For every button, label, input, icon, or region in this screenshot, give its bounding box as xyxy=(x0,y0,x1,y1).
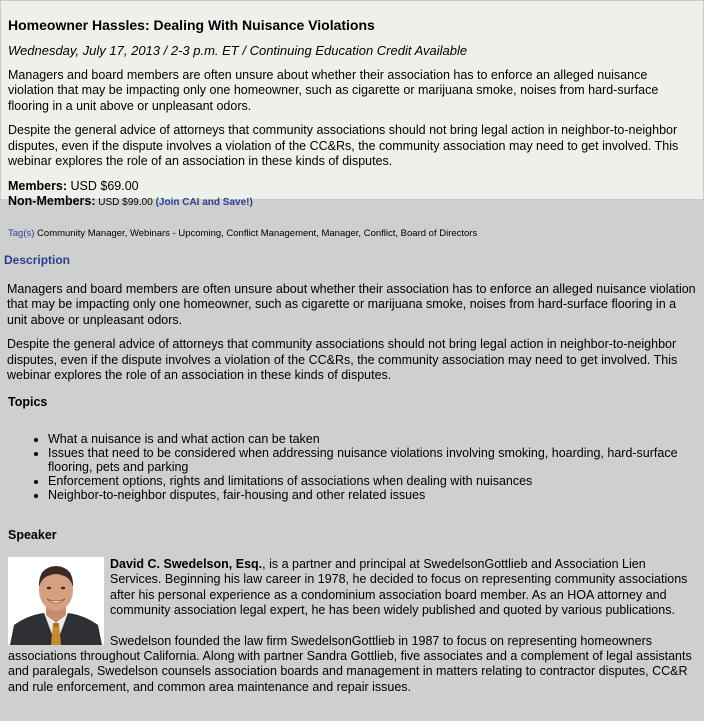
tags-row xyxy=(8,228,477,240)
event-summary-paragraph-1: Managers and board members are often unsure about whether their association has to enforce an alleged nuisance violation that may be impacting only one homeowner, such as cigarette or marijuana smoke, noises from hard-surface flooring in a unit above or unpleasant odors. xyxy=(8,68,659,113)
tags-list: Community Manager, Webinars - Upcoming, Conflict Management, Manager, Conflict, Board of Directors xyxy=(34,228,478,239)
pricing xyxy=(8,179,695,210)
speaker-heading: Speaker xyxy=(8,528,57,542)
description-paragraph-2: Despite the general advice of attorneys that community associations should not bring legal action in neighbor-to-neighbor disputes, even if the dispute involves a violation of the CC&Rs, the community association may need to get involved. This webinar explores the role of an association in these kinds of disputes. xyxy=(7,337,678,383)
speaker-bio-paragraph-2: Swedelson founded the law firm SwedelsonGottlieb in 1987 to focus on representing homeowners associations throughout California. Along with partner Sandra Gottlieb, five associates and a complement of legal assistants and paralegals, Swedelson counsels association boards and management in matters relating to contractor disputes, CC&R and rule enforcement, and common area maintenance and repair issues. xyxy=(8,633,692,694)
topics-heading: Topics xyxy=(8,395,48,409)
description-heading: Description xyxy=(4,253,71,267)
description-paragraph-1: Managers and board members are often unsure about whether their association has to enforce an alleged nuisance violation that may be impacting only one homeowner, such as cigarette or marijuana smoke, noises from hard-surface flooring in a unit above or unpleasant odors. xyxy=(7,282,696,327)
list-item: • Issues that need to be considered when addressing nuisance violations involving smoking, hoarding, hard-surface flooring, pets and parking xyxy=(48,446,690,474)
nonmembers-price: USD $99.00 xyxy=(95,197,156,209)
topics-list xyxy=(0,432,690,502)
description-body xyxy=(7,282,697,383)
members-price-row xyxy=(8,179,695,194)
speaker-bio xyxy=(8,557,698,695)
list-item: • Enforcement options, rights and limitations of associations when dealing with nuisances xyxy=(48,474,690,488)
list-item: • Neighbor-to-neighbor disputes, fair-housing and other related issues xyxy=(48,488,690,502)
speaker-bio-text-1: , is a partner and principal at SwedelsonGottlieb and Association Lien Services. Beginning his law career in 1978, he decided to focus on representing community associations after his personal experience as a condominium association board member. As an HOA attorney and community association legal expert, he has been widely published and quoted by various publications. xyxy=(110,557,688,618)
speaker-bio-paragraph-1 xyxy=(8,557,698,619)
tags-label: Tag(s) xyxy=(8,228,35,239)
join-cai-link[interactable]: (Join CAI and Save!) xyxy=(155,197,253,209)
event-summary-box xyxy=(0,0,704,209)
event-summary-paragraph-2: Despite the general advice of attorneys that community associations should not bring legal action in neighbor-to-neighbor disputes, even if the dispute involves a violation of the CC&Rs, the community association may need to get involved. This webinar explores the role of an association in these kinds of disputes. xyxy=(8,123,679,169)
members-price: USD $69.00 xyxy=(67,179,139,194)
members-label: Members: xyxy=(8,179,68,194)
speaker-photo xyxy=(8,557,104,645)
speaker-portrait-icon xyxy=(8,557,104,645)
nonmembers-price-row xyxy=(8,194,695,210)
nonmembers-label: Non-Members: xyxy=(8,194,96,209)
list-item: • What a nuisance is and what action can be taken xyxy=(48,432,690,446)
event-title: Homeowner Hassles: Dealing With Nuisance Violations xyxy=(8,17,375,33)
speaker-name: David C. Swedelson, Esq. xyxy=(110,557,263,571)
event-subtitle: Wednesday, July 17, 2013 / 2-3 p.m. ET / Continuing Education Credit Available xyxy=(8,43,468,58)
